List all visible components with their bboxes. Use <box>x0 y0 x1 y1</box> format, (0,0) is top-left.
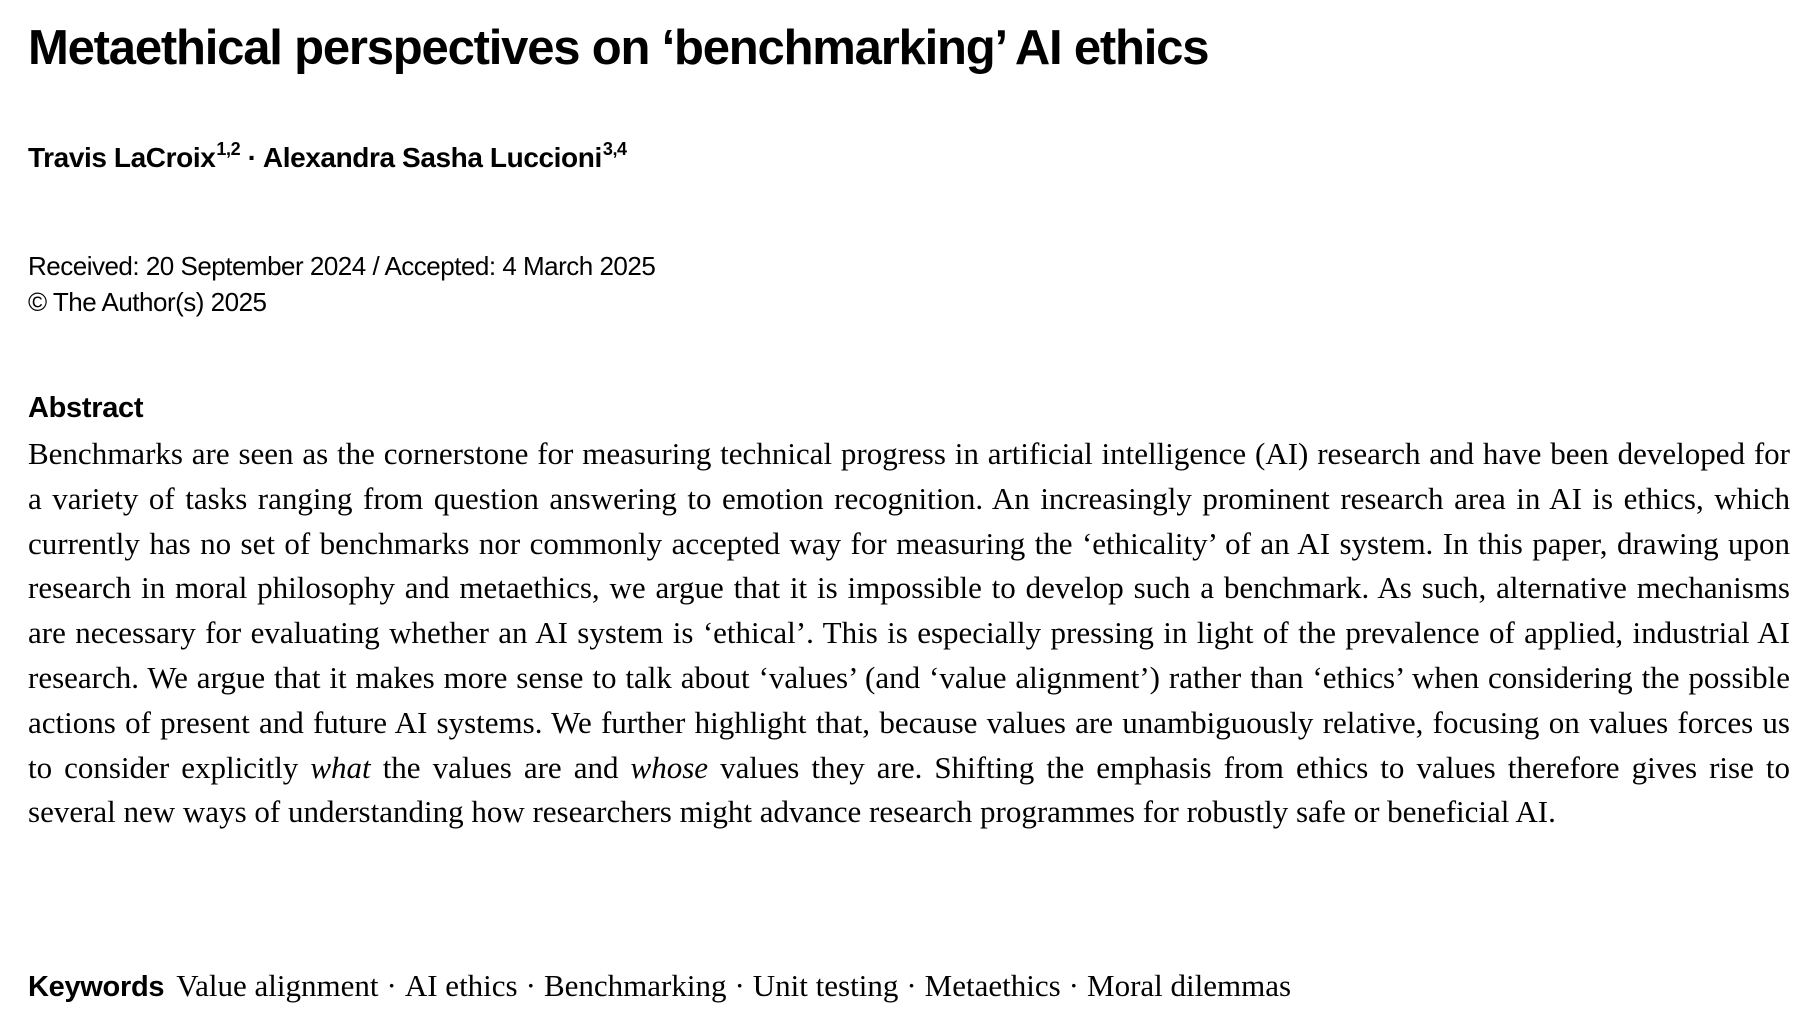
author-name: Alexandra Sasha Luccioni <box>262 142 602 173</box>
author-name: Travis LaCroix <box>28 142 216 173</box>
author-separator: · <box>240 142 263 173</box>
keyword-separator: · <box>525 968 536 1003</box>
author-list <box>28 138 627 178</box>
abstract-emphasis: whose <box>630 749 709 785</box>
abstract-body <box>28 432 1790 835</box>
keyword-separator: · <box>386 968 397 1003</box>
copyright-line: © The Author(s) 2025 <box>28 287 267 317</box>
publication-dates <box>28 248 655 320</box>
abstract-heading: Abstract <box>28 392 144 424</box>
keyword: AI ethics <box>404 968 518 1003</box>
keyword: Metaethics <box>924 968 1061 1003</box>
keyword-separator: · <box>906 968 917 1003</box>
keywords-line <box>28 964 1291 1014</box>
keywords-label: Keywords <box>28 971 165 1003</box>
keyword-separator: · <box>1068 968 1079 1003</box>
author-affiliation: 1,2 <box>216 139 241 159</box>
author-affiliation: 3,4 <box>602 139 627 159</box>
keyword: Moral dilemmas <box>1087 968 1292 1003</box>
received-accepted-line: Received: 20 September 2024 / Accepted: 4 March 2025 <box>28 251 656 281</box>
keyword: Value alignment <box>176 968 379 1003</box>
keyword-separator: · <box>734 968 745 1003</box>
abstract-emphasis: what <box>310 749 371 785</box>
paper-title: Metaethical perspectives on ‘benchmarking’ AI ethics <box>28 21 1209 75</box>
keyword: Benchmarking <box>543 968 727 1003</box>
abstract-text: Benchmarks are seen as the cornerstone for measuring technical progress in artificial intelligence (AI) research and have been developed for a variety of tasks ranging from question answering to emotion recognition. An increasingly prominent research area in AI is ethics, which currently has no set of benchmarks nor commonly accepted way for measuring the ‘ethicality’ of an AI system. In this paper, drawing upon research in moral philosophy and metaethics, we argue that it is impossible to develop such a benchmark. As such, alternative mechanisms are necessary for evaluating whether an AI system is ‘ethical’. This is especially pressing in light of the prevalence of applied, industrial AI research. We argue that it makes more sense to talk about ‘values’ (and ‘value alignment’) rather than ‘ethics’ when considering the possible actions of present and future AI systems. We further highlight that, because values are unambiguously relative, focusing on values forces us to consider explicitly <box>28 436 1790 785</box>
abstract-text: the values are and <box>370 749 631 785</box>
abstract-text: values they are. Shifting the emphasis from ethics to values therefore gives rise to several new ways of understanding how researchers might advance research programmes for robustly safe or beneficial AI. <box>28 749 1791 830</box>
keyword: Unit testing <box>752 968 899 1003</box>
